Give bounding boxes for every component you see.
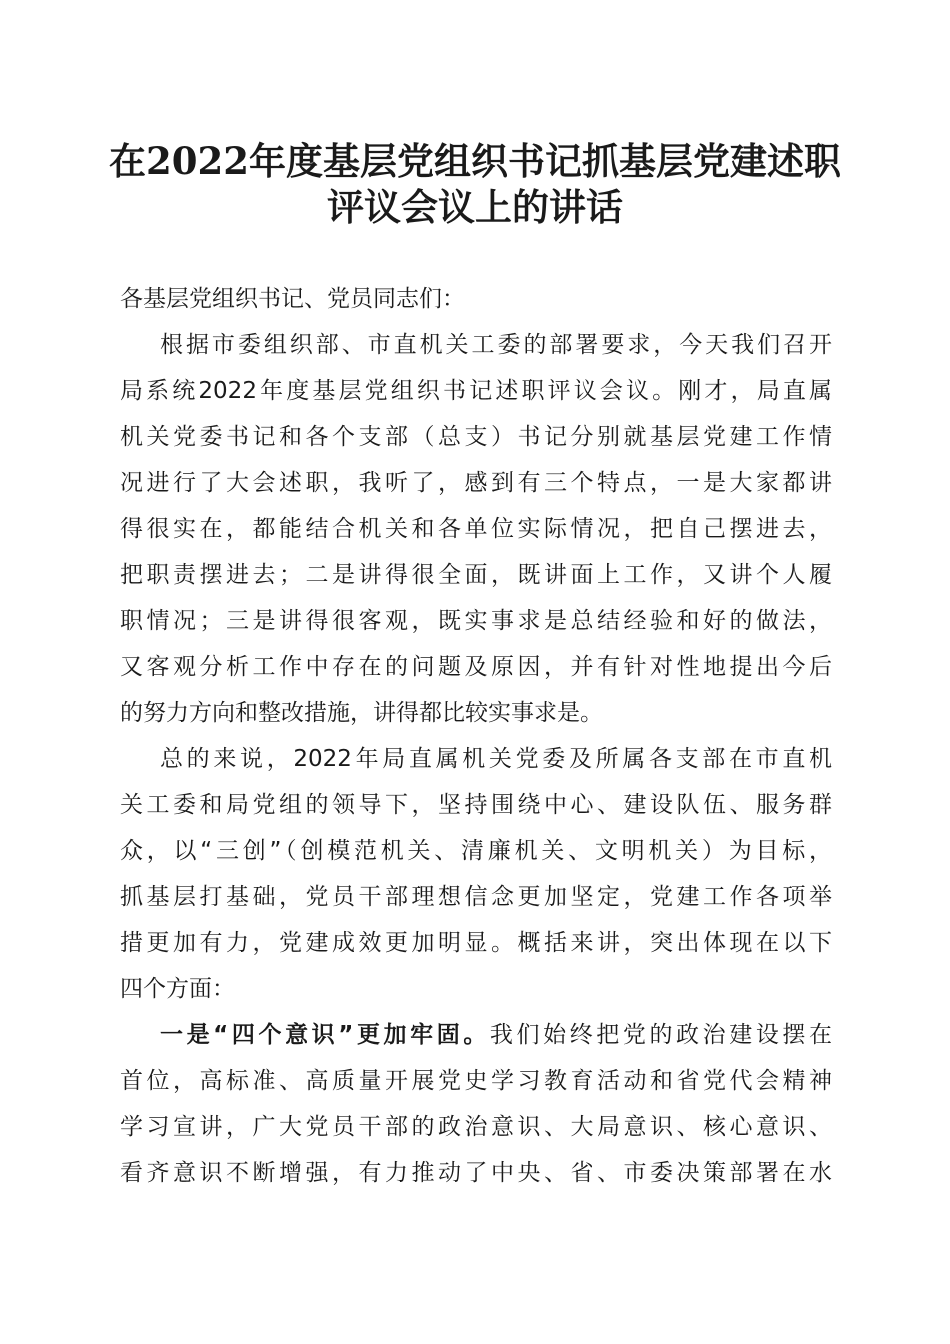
paragraph-3-lead: 一是“四个意识”更加牢固。 — [160, 1022, 490, 1048]
paragraph-2-line: 总的来说，2022年局直属机关党委及所属各支部在市直机 — [160, 746, 832, 772]
paragraph-1-line: 根据市委组织部、市直机关工委的部署要求，今天我们召开 — [160, 332, 832, 358]
salutation: 各基层党组织书记、党员同志们： — [120, 286, 465, 312]
paragraph-3-first-rest: 我们始终把党的政治建设摆在 — [489, 1022, 833, 1048]
paragraph-2-line: 关工委和局党组的领导下，坚持围绕中心、建设队伍、服务群 — [120, 792, 832, 818]
paragraph-1-line: 机关党委书记和各个支部（总支）书记分别就基层党建工作情 — [120, 424, 832, 450]
paragraph-1-line: 把职责摆进去；二是讲得很全面，既讲面上工作，又讲个人履 — [120, 562, 832, 588]
paragraph-2-line: 抓基层打基础，党员干部理想信念更加坚定，党建工作各项举 — [120, 884, 832, 910]
paragraph-3-first-line — [120, 1012, 832, 1058]
paragraph-1-line: 的努力方向和整改措施，讲得都比较实事求是。 — [120, 700, 603, 726]
paragraph-1-line: 又客观分析工作中存在的问题及原因，并有针对性地提出今后 — [120, 654, 832, 680]
paragraph-2-line: 四个方面： — [120, 976, 235, 1002]
paragraph-1-line: 职情况；三是讲得很客观，既实事求是总结经验和好的做法， — [120, 608, 832, 634]
paragraph-2-line: 众，以“三创”（创模范机关、清廉机关、文明机关）为目标， — [120, 838, 832, 864]
paragraph-1-line: 况进行了大会述职，我听了，感到有三个特点，一是大家都讲 — [120, 470, 832, 496]
paragraph-3-line: 看齐意识不断增强，有力推动了中央、省、市委决策部署在水 — [120, 1160, 832, 1186]
document-body — [120, 276, 832, 1196]
paragraph-3-line: 首位，高标准、高质量开展党史学习教育活动和省党代会精神 — [120, 1068, 832, 1094]
paragraph-2-line: 措更加有力，党建成效更加明显。概括来讲，突出体现在以下 — [120, 930, 832, 956]
paragraph-1-line: 局系统2022年度基层党组织书记述职评议会议。刚才，局直属 — [120, 378, 832, 404]
document-title-line-1: 在2022年度基层党组织书记抓基层党建述职 — [109, 139, 841, 183]
document-title-line-2: 评议会议上的讲话 — [327, 185, 623, 229]
paragraph-3-line: 学习宣讲，广大党员干部的政治意识、大局意识、核心意识、 — [120, 1114, 832, 1140]
paragraph-1-line: 得很实在，都能结合机关和各单位实际情况，把自己摆进去， — [120, 516, 832, 542]
